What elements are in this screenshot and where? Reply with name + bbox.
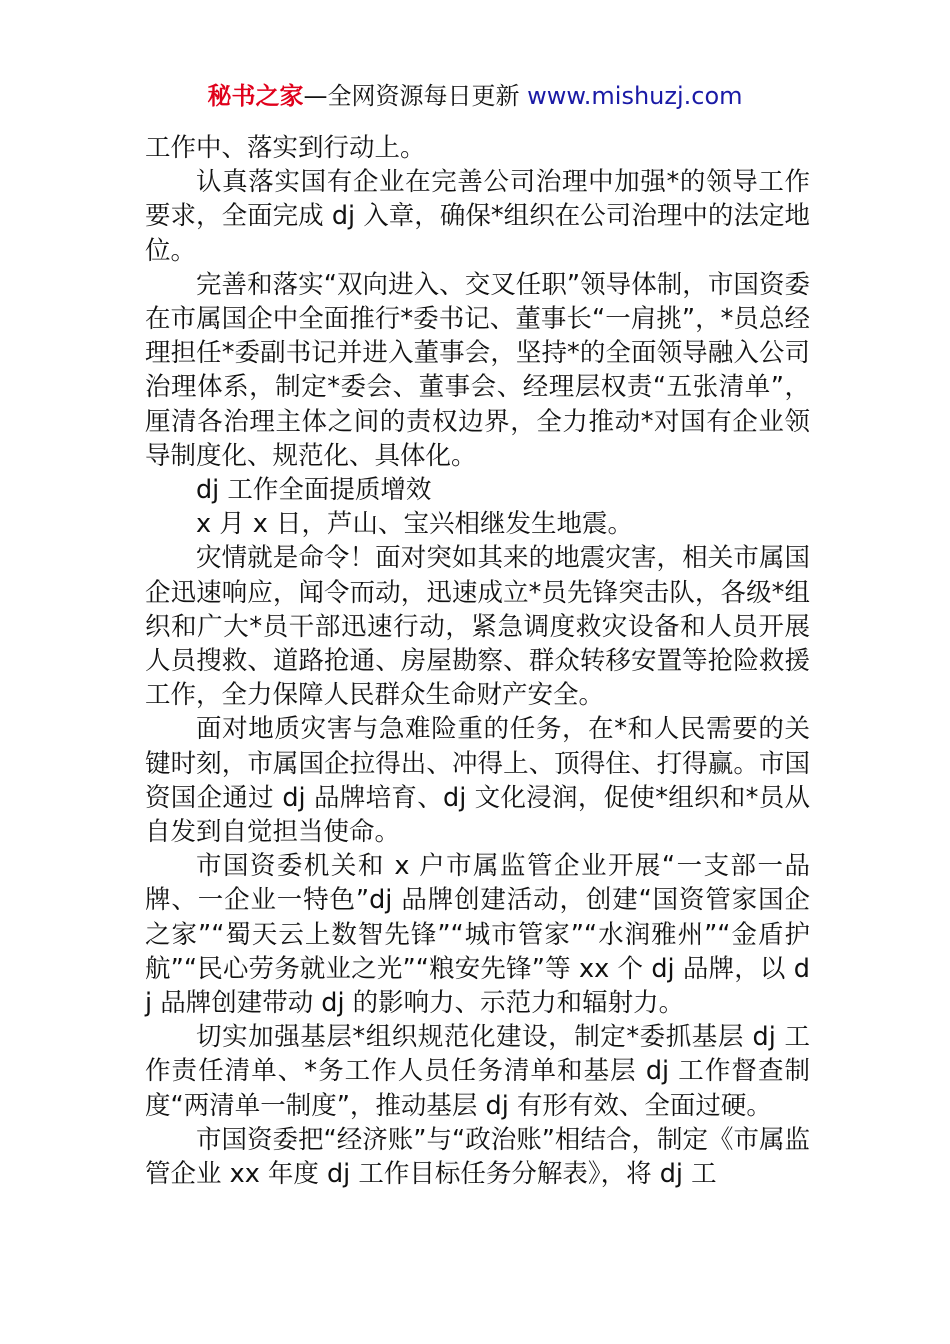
brand-name: 秘书之家	[207, 82, 304, 110]
paragraph: 完善和落实“双向进入、交叉任职”领导体制，市国资委在市属国企中全面推行*委书记、董事长“一肩挑”，*员总经理担任*委副书记并进入董事会，坚持*的全面领导融入公司治理体系，制定*委会、董事会、经理层权责“五张清单”，厘清各治理主体之间的责权边界，全力推动*对国有企业领导制度化、规范化、具体化。	[145, 269, 810, 471]
page-header	[0, 80, 950, 112]
paragraph: x 月 x 日，芦山、宝兴相继发生地震。	[196, 509, 633, 540]
header-tagline: —全网资源每日更新	[303, 82, 520, 110]
section-heading: dj 工作全面提质增效	[196, 475, 432, 506]
paragraph: 市国资委机关和 x 户市属监管企业开展“一支部一品牌、一企业一特色”dj 品牌创建活动，创建“国资管家国企之家”“蜀天云上数智先锋”“城市管家”“水润雅州”“金盾护航”“民心劳务就业之光”“粮安先锋”等 xx 个 dj 品牌，以 dj 品牌创建带动 dj 的影响力、示范力和辐射力。	[145, 851, 810, 1019]
paragraph: 市国资委把“经济账”与“政治账”相结合，制定《市属监管企业 xx 年度 dj 工作目标任务分解表》，将 dj 工	[145, 1124, 810, 1190]
paragraph: 灾情就是命令！面对突如其来的地震灾害，相关市属国企迅速响应，闻令而动，迅速成立*员先锋突击队，各级*组织和广大*员干部迅速行动，紧急调度救灾设备和人员开展人员搜救、道路抢通、房屋勘察、群众转移安置等抢险救援工作，全力保障人民群众生命财产安全。	[145, 543, 810, 711]
document-body	[145, 131, 810, 1191]
paragraph-continuation: 工作中、落实到行动上。	[145, 133, 426, 163]
site-url[interactable]: www.mishuzj.com	[527, 82, 743, 110]
paragraph: 面对地质灾害与急难险重的任务，在*和人民需要的关键时刻，市属国企拉得出、冲得上、顶得住、打得赢。市国资国企通过 dj 品牌培育、dj 文化浸润，促使*组织和*员从自发到自觉担当使命。	[145, 714, 810, 848]
paragraph: 切实加强基层*组织规范化建设，制定*委抓基层 dj 工作责任清单、*务工作人员任务清单和基层 dj 工作督查制度“两清单一制度”，推动基层 dj 有形有效、全面过硬。	[145, 1022, 810, 1121]
paragraph: 认真落实国有企业在完善公司治理中加强*的领导工作要求，全面完成 dj 入章，确保*组织在公司治理中的法定地位。	[145, 167, 810, 266]
